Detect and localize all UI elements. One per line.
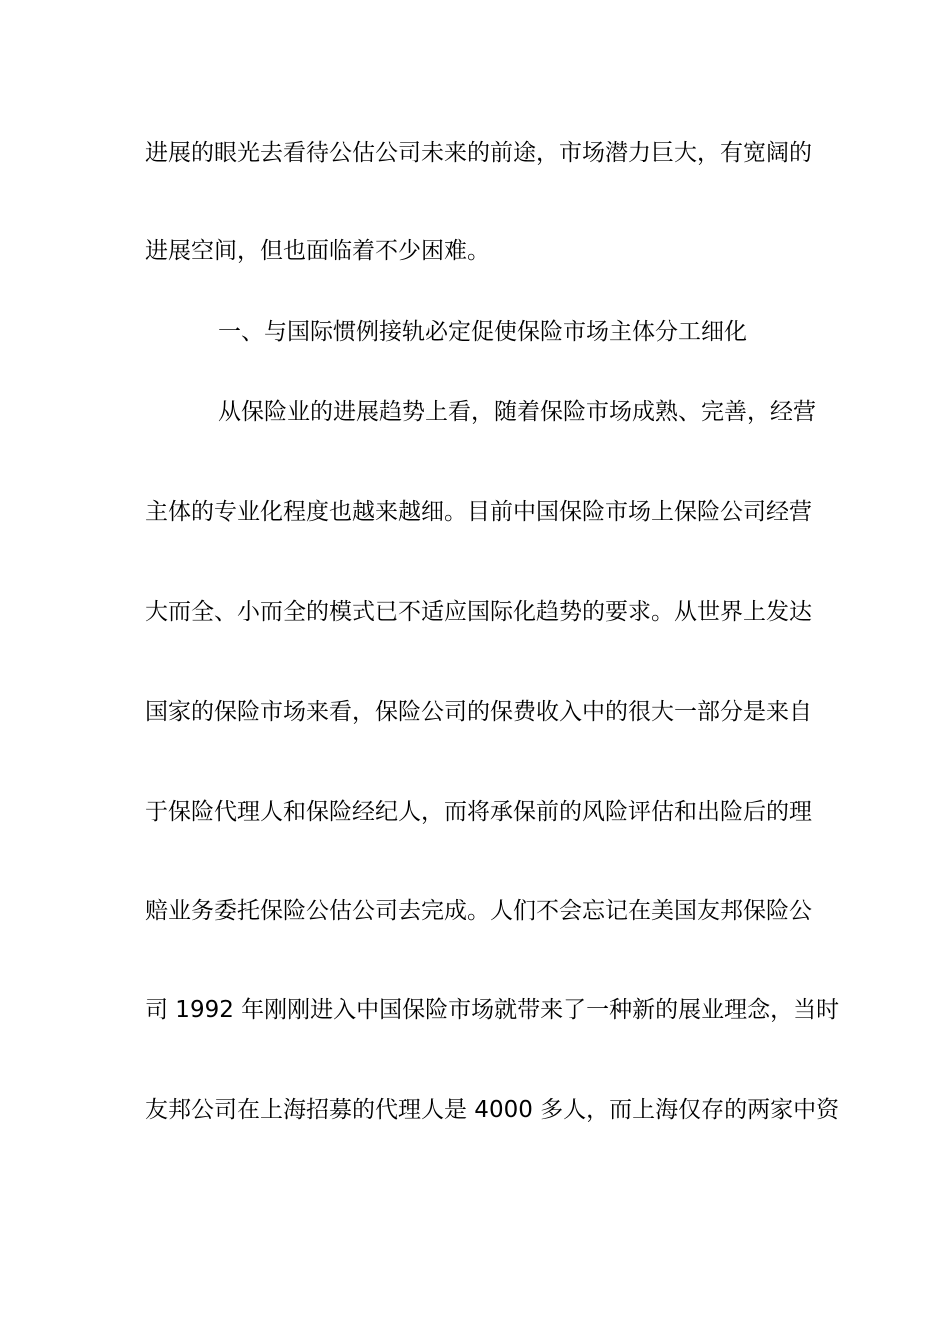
paragraph-line: 进展的眼光去看待公估公司未来的前途，市场潜力巨大，有宽阔的	[145, 140, 812, 166]
section-heading: 一、与国际惯例接轨必定促使保险市场主体分工细化	[218, 319, 747, 345]
paragraph-line: 主体的专业化程度也越来越细。目前中国保险市场上保险公司经营	[145, 499, 812, 525]
paragraph-line: 于保险代理人和保险经纪人，而将承保前的风险评估和出险后的理	[145, 799, 812, 825]
paragraph-line: 友邦公司在上海招募的代理人是 4000 多人，而上海仅存的两家中资	[145, 1097, 840, 1123]
paragraph-line: 司 1992 年刚刚进入中国保险市场就带来了一种新的展业理念，当时	[145, 997, 840, 1023]
paragraph-line: 国家的保险市场来看，保险公司的保费收入中的很大一部分是来自	[145, 699, 812, 725]
paragraph-line: 进展空间，但也面临着不少困难。	[145, 238, 490, 264]
paragraph-line: 大而全、小而全的模式已不适应国际化趋势的要求。从世界上发达	[145, 599, 812, 625]
paragraph-line: 从保险业的进展趋势上看，随着保险市场成熟、完善，经营	[218, 399, 816, 425]
paragraph-line: 赔业务委托保险公估公司去完成。人们不会忘记在美国友邦保险公	[145, 898, 812, 924]
